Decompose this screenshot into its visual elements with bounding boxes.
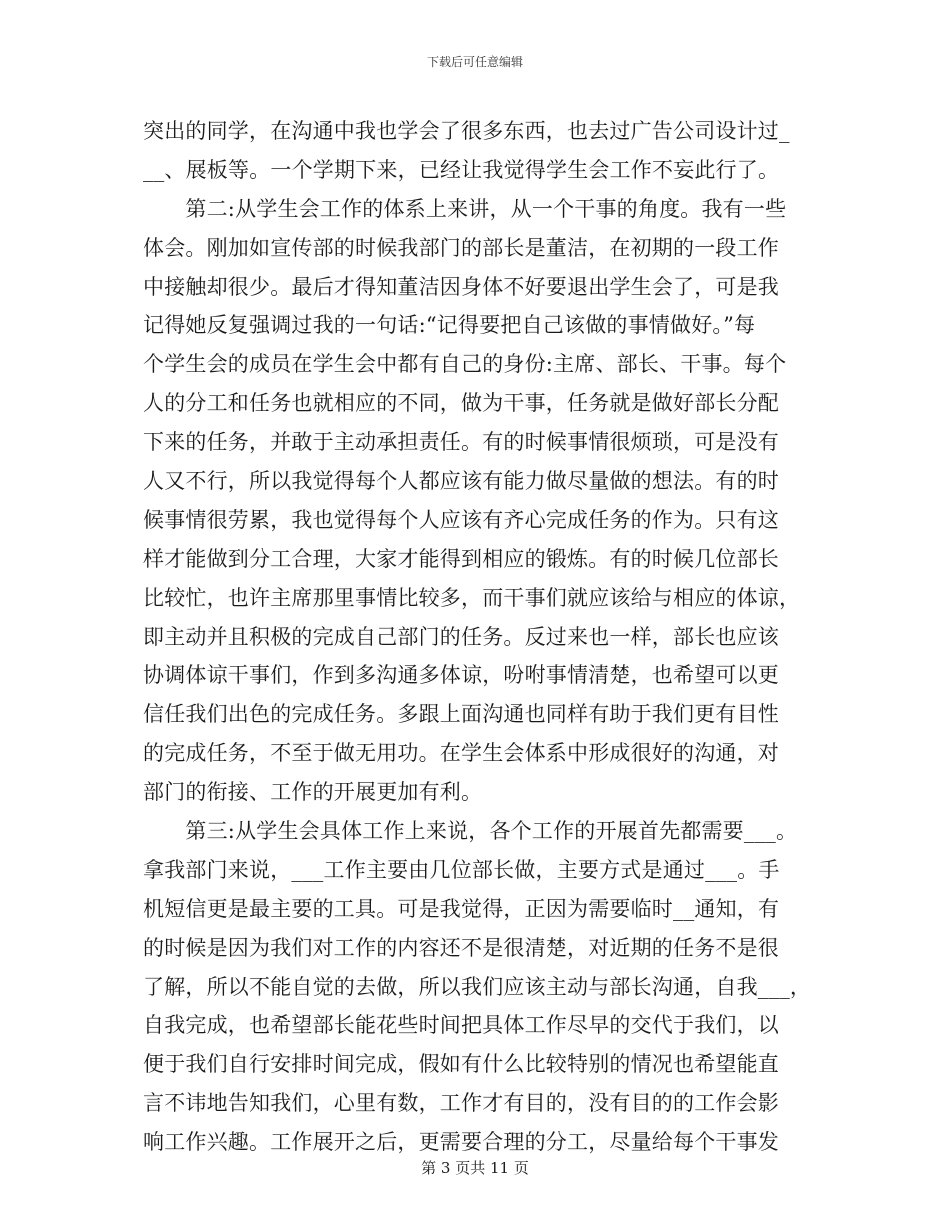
text-line: 了解，所以不能自觉的去做，所以我们应该主动与部长沟通，自我___，	[143, 974, 812, 999]
text-line: 第三:从学生会具体工作上来说，各个工作的开展首先都需要___。	[143, 819, 798, 844]
text-line: 信任我们出色的完成任务。多跟上面沟通也同样有助于我们更有目性	[143, 702, 779, 727]
text-line: 人的分工和任务也就相应的不同，做为干事，任务就是做好部长分配	[143, 391, 779, 416]
text-line: 自我完成，也希望部长能花些时间把具体工作尽早的交代于我们，以	[143, 1013, 779, 1038]
text-line: 比较忙，也许主席那里事情比较多，而干事们就应该给与相应的体谅，	[143, 585, 801, 610]
text-line: 部门的衔接、工作的开展更加有利。	[143, 780, 483, 805]
text-line: 突出的同学，在沟通中我也学会了很多东西，也去过广告公司设计过_	[143, 119, 790, 143]
text-line: 的时候是因为我们对工作的内容还不是很清楚，对近期的任务不是很	[143, 935, 779, 960]
text-line: 记得她反复强调过我的一句话:“记得要把自己该做的事情做好。”每	[143, 313, 756, 338]
text-line: 的完成任务，不至于做无用功。在学生会体系中形成很好的沟通，对	[143, 741, 779, 766]
text-line: 候事情很劳累，我也觉得每个人应该有齐心完成任务的作为。只有这	[143, 507, 779, 532]
page-header: 下载后可任意编辑	[426, 55, 523, 69]
text-line: __、展板等。一个学期下来，已经让我觉得学生会工作不妄此行了。	[143, 157, 780, 182]
text-line: 拿我部门来说，___工作主要由几位部长做，主要方式是通过___。手	[143, 857, 780, 882]
text-line: 言不讳地告知我们，心里有数，工作才有目的，没有目的的工作会影	[143, 1091, 779, 1116]
text-line: 体会。刚加如宣传部的时候我部门的部长是董洁，在初期的一段工作	[143, 235, 779, 260]
text-line: 便于我们自行安排时间完成，假如有什么比较特别的情况也希望能直	[143, 1052, 779, 1077]
text-line: 响工作兴趣。工作展开之后，更需要合理的分工，尽量给每个干事发	[143, 1130, 779, 1155]
document-body	[143, 112, 813, 1162]
text-line: 第二:从学生会工作的体系上来讲，从一个干事的角度。我有一些	[143, 196, 787, 221]
text-line: 即主动并且积极的完成自己部门的任务。反过来也一样，部长也应该	[143, 624, 779, 649]
text-line: 样才能做到分工合理，大家才能得到相应的锻炼。有的时候几位部长	[143, 546, 779, 571]
text-line: 下来的任务，并敢于主动承担责任。有的时候事情很烦琐，可是没有	[143, 430, 779, 455]
text-line: 人又不行，所以我觉得每个人都应该有能力做尽量做的想法。有的时	[143, 469, 779, 494]
page-footer: 第 3 页共 11 页	[421, 1159, 529, 1177]
text-line: 个学生会的成员在学生会中都有自己的身份:主席、部长、干事。每个	[143, 352, 787, 377]
text-line: 中接触却很少。最后才得知董洁因身体不好要退出学生会了，可是我	[143, 274, 779, 299]
text-line: 机短信更是最主要的工具。可是我觉得，正因为需要临时__通知，有	[143, 896, 780, 921]
text-line: 协调体谅干事们，作到多沟通多体谅，吩咐事情清楚，也希望可以更	[143, 663, 779, 688]
